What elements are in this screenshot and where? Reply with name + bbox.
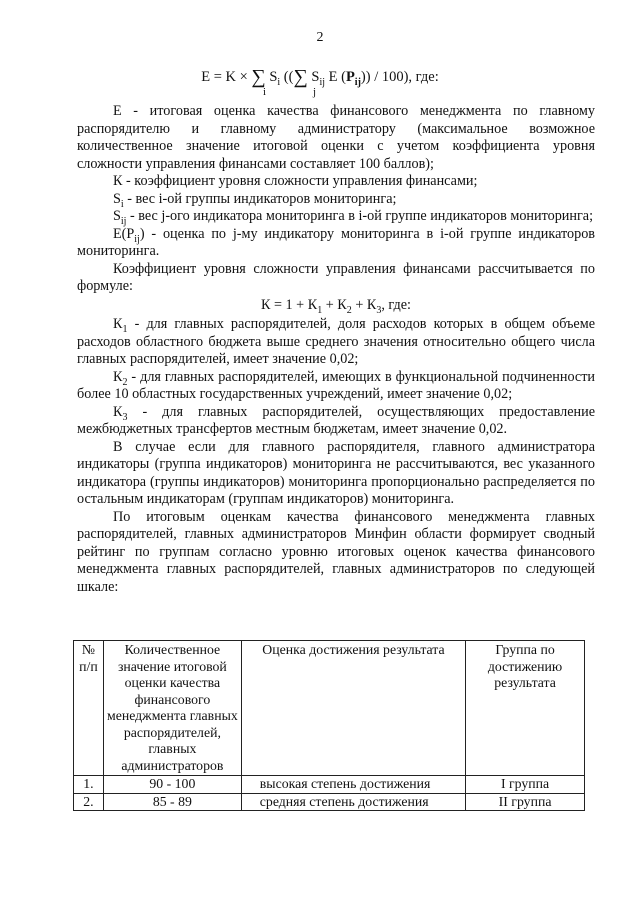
row-number: 1. bbox=[74, 776, 104, 794]
definition-sij bbox=[77, 208, 595, 226]
formula-sij-sub: ij bbox=[319, 76, 325, 88]
row-achievement: высокая степень достижения bbox=[241, 776, 465, 794]
f2-sub1: 1 bbox=[317, 304, 323, 316]
paragraph-rating: По итоговым оценкам качества финансового менеджмента главных распорядителей, главных администраторов Минфин области формирует сводный рейтинг по группам согласно уровню итоговых оценок качества финансового менеджмента главных распорядителей, главных администраторов по следующей шкале: bbox=[77, 508, 595, 595]
definition-ep bbox=[77, 226, 595, 261]
header-score-value: Количественное значение итоговой оценки качества финансового менеджмента главных распорядителей, главных администраторов bbox=[103, 641, 241, 776]
formula-mid: (( bbox=[280, 69, 294, 85]
header-group: Группа по достижению результата bbox=[466, 641, 585, 776]
sij-text: - вес j-ого индикатора мониторинга в i-ой группе индикаторов мониторинга; bbox=[126, 208, 594, 224]
definition-k3 bbox=[77, 404, 595, 439]
definition-k1 bbox=[77, 316, 595, 369]
row-achievement: средняя степень достижения bbox=[241, 793, 465, 811]
ep-text: ) - оценка по j-му индикатору мониторинга в i-ой группе индикаторов мониторинга. bbox=[77, 225, 595, 259]
ep-symbol: E(P bbox=[113, 225, 135, 242]
row-number: 2. bbox=[74, 793, 104, 811]
row-group: II группа bbox=[466, 793, 585, 811]
sum-symbol-j: ∑ bbox=[293, 66, 308, 88]
document-body bbox=[77, 103, 595, 596]
table-header-row bbox=[74, 641, 585, 776]
k2-text: - для главных распорядителей, имеющих в функциональной подчиненности более 10 областных государственных учреждений, имеет значение 0,02; bbox=[77, 368, 595, 402]
si-text: - вес i-ой группы индикаторов мониторинга; bbox=[123, 190, 397, 207]
k1-text: - для главных распорядителей, доля расходов которых в общем объеме расходов областного бюджета выше среднего значения относительно общего числа главных распорядителей, имеет значение 0,02; bbox=[77, 316, 595, 367]
formula-lhs: E = K × bbox=[201, 69, 248, 85]
formula-final-score bbox=[0, 64, 640, 98]
row-group: I группа bbox=[466, 776, 585, 794]
k3-symbol: К bbox=[113, 403, 123, 420]
f2-c: + К bbox=[351, 296, 377, 313]
sum-index-j: j bbox=[313, 86, 317, 98]
k1-symbol: К bbox=[113, 316, 123, 332]
formula-si: S bbox=[269, 69, 278, 85]
f2-sub2: 2 bbox=[346, 304, 352, 316]
row-score-range: 90 - 100 bbox=[103, 776, 241, 794]
formula-p-sub: ij bbox=[354, 76, 361, 88]
formula-sij: S bbox=[307, 69, 320, 85]
si-symbol: S bbox=[113, 190, 121, 207]
sum-symbol-i: ∑ bbox=[251, 66, 266, 88]
row-score-range: 85 - 89 bbox=[103, 793, 241, 811]
formula-e-part: E ( bbox=[325, 69, 346, 85]
k1-sub: 1 bbox=[122, 323, 128, 335]
formula-p: P bbox=[345, 69, 355, 85]
formula-tail: )) / 100), где: bbox=[360, 69, 439, 85]
si-sub: i bbox=[120, 198, 124, 210]
sum-index-i: i bbox=[263, 86, 267, 98]
table-row bbox=[74, 776, 585, 794]
coefficient-intro: Коэффициент уровня сложности управления финансами рассчитывается по формуле: bbox=[77, 260, 595, 294]
f2-a: К = 1 + К bbox=[260, 296, 318, 313]
rating-scale-table bbox=[73, 640, 585, 811]
definition-k2 bbox=[77, 369, 595, 404]
k3-text: - для главных распорядителей, осуществляющих предоставление межбюджетных трансфертов местным бюджетам, имеет значение 0,02. bbox=[77, 403, 595, 437]
k2-symbol: К bbox=[113, 368, 123, 385]
sij-sub: ij bbox=[120, 215, 127, 227]
sij-symbol: S bbox=[113, 208, 121, 224]
header-achievement: Оценка достижения результата bbox=[241, 641, 465, 776]
formula-si-sub: i bbox=[277, 76, 281, 88]
definition-k: К - коэффициент уровня сложности управления финансами; bbox=[113, 173, 478, 189]
formula-coefficient bbox=[77, 297, 595, 315]
paragraph-distribution: В случае если для главного распорядителя, главного администратора индикаторы (группа индикаторов) мониторинга не рассчитываются, вес указанного индикатора (группы индикаторов) мониторинга пропорционально распределяется по остальным индикаторам (группам индикаторов) мониторинга. bbox=[77, 438, 595, 507]
definition-si bbox=[77, 191, 595, 209]
f2-b: + К bbox=[322, 296, 347, 313]
header-number: № п/п bbox=[74, 641, 104, 776]
f2-d: , где: bbox=[381, 296, 411, 313]
f2-sub3: 3 bbox=[376, 304, 382, 316]
k2-sub: 2 bbox=[122, 376, 128, 388]
definition-e: Е - итоговая оценка качества финансового менеджмента по главному распорядителю и главному администратору (максимальное возможное количественное значение итоговой оценки с учетом коэффициента уровня сложности управления финансами составляет 100 баллов); bbox=[77, 103, 595, 172]
k3-sub: 3 bbox=[122, 411, 128, 423]
ep-sub: ij bbox=[134, 233, 140, 245]
page-number: 2 bbox=[316, 30, 324, 45]
table-row bbox=[74, 793, 585, 811]
